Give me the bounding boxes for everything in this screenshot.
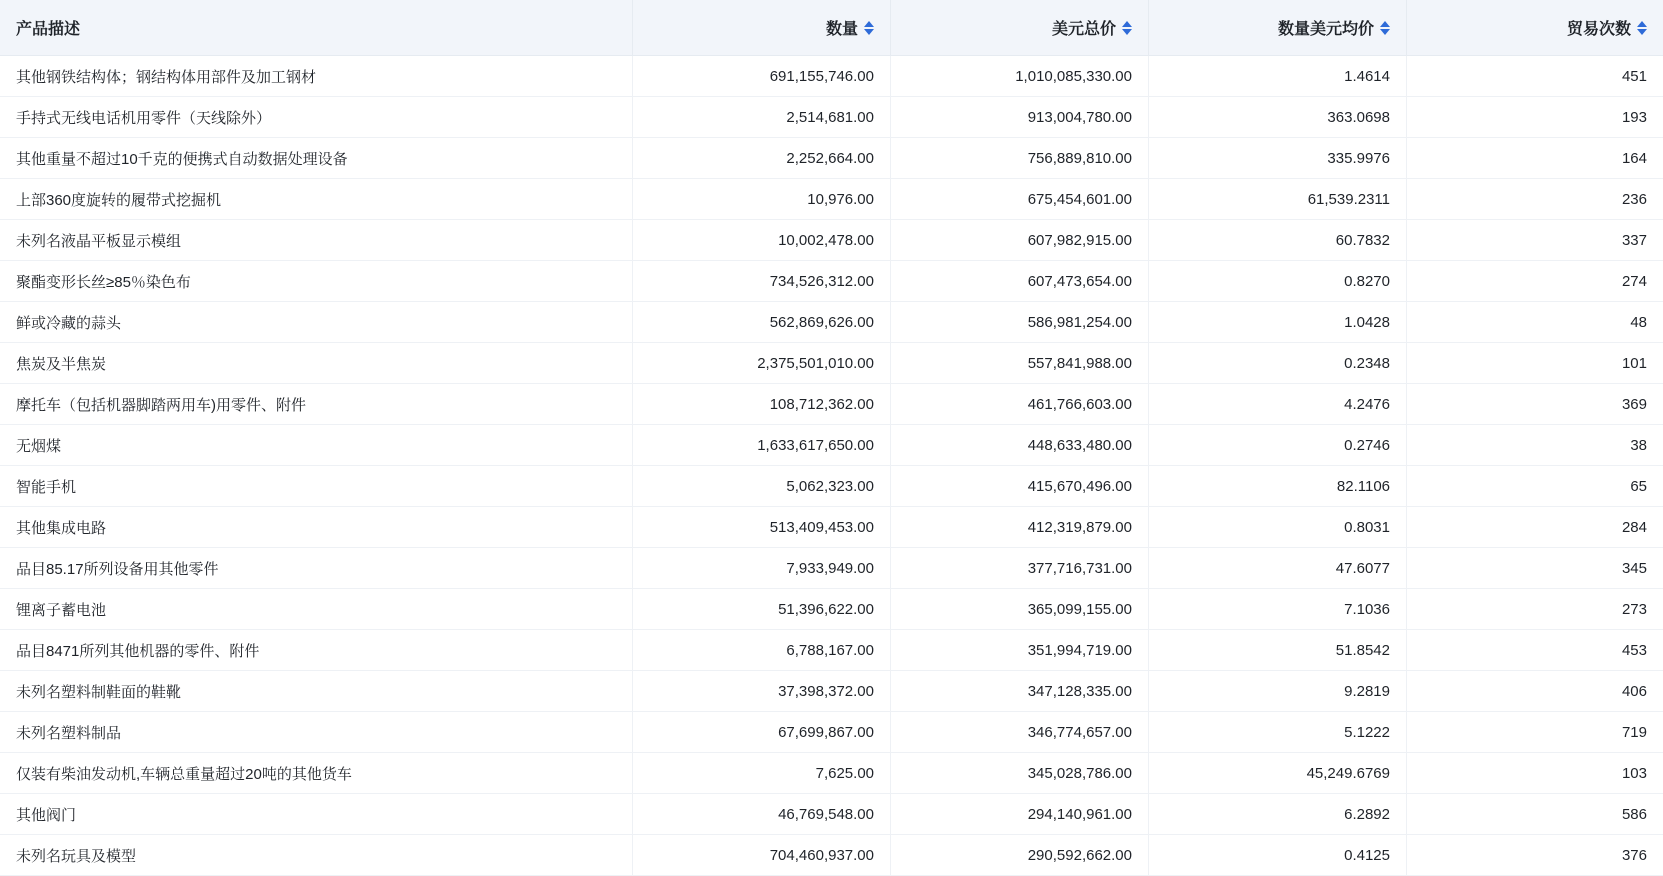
column-header-trade-count-inner	[1423, 16, 1647, 39]
cell-trade-count: 164	[1407, 138, 1663, 179]
column-header-description-inner	[16, 16, 616, 39]
cell-quantity: 10,976.00	[633, 179, 891, 220]
sort-icon[interactable]	[1637, 21, 1647, 35]
cell-description: 焦炭及半焦炭	[0, 343, 633, 384]
cell-quantity: 691,155,746.00	[633, 56, 891, 97]
column-header-quantity-inner	[649, 16, 874, 39]
table-row[interactable]	[0, 548, 1663, 589]
table-row[interactable]	[0, 97, 1663, 138]
sort-descending-arrow-icon	[1637, 29, 1647, 35]
table-row[interactable]	[0, 507, 1663, 548]
cell-usd-average: 60.7832	[1149, 220, 1407, 261]
sort-icon[interactable]	[864, 21, 874, 35]
cell-description: 聚酯变形长丝≥85％染色布	[0, 261, 633, 302]
sort-icon[interactable]	[1380, 21, 1390, 35]
sort-icon[interactable]	[1122, 21, 1132, 35]
cell-quantity: 67,699,867.00	[633, 712, 891, 753]
column-header-usd-total[interactable]	[891, 0, 1149, 56]
column-header-trade-count[interactable]	[1407, 0, 1663, 56]
cell-usd-total: 346,774,657.00	[891, 712, 1149, 753]
cell-usd-average: 45,249.6769	[1149, 753, 1407, 794]
column-header-usd-total-inner	[907, 16, 1132, 39]
sort-ascending-arrow-icon	[1637, 21, 1647, 27]
cell-usd-average: 1.0428	[1149, 302, 1407, 343]
table-header	[0, 0, 1663, 56]
cell-usd-average: 0.2746	[1149, 425, 1407, 466]
cell-quantity: 37,398,372.00	[633, 671, 891, 712]
sort-descending-arrow-icon	[864, 29, 874, 35]
cell-trade-count: 284	[1407, 507, 1663, 548]
cell-quantity: 10,002,478.00	[633, 220, 891, 261]
cell-quantity: 108,712,362.00	[633, 384, 891, 425]
cell-quantity: 2,375,501,010.00	[633, 343, 891, 384]
table-row[interactable]	[0, 425, 1663, 466]
cell-description: 摩托车（包括机器脚踏两用车)用零件、附件	[0, 384, 633, 425]
cell-trade-count: 38	[1407, 425, 1663, 466]
cell-trade-count: 274	[1407, 261, 1663, 302]
table-row[interactable]	[0, 56, 1663, 97]
cell-quantity: 704,460,937.00	[633, 835, 891, 876]
cell-usd-total: 1,010,085,330.00	[891, 56, 1149, 97]
cell-usd-total: 294,140,961.00	[891, 794, 1149, 835]
cell-usd-average: 47.6077	[1149, 548, 1407, 589]
cell-quantity: 513,409,453.00	[633, 507, 891, 548]
cell-usd-average: 0.8031	[1149, 507, 1407, 548]
cell-usd-total: 607,473,654.00	[891, 261, 1149, 302]
cell-usd-average: 82.1106	[1149, 466, 1407, 507]
cell-quantity: 6,788,167.00	[633, 630, 891, 671]
cell-description: 未列名液晶平板显示模组	[0, 220, 633, 261]
cell-description: 品目8471所列其他机器的零件、附件	[0, 630, 633, 671]
column-header-usd-average-label: 数量美元均价	[1278, 16, 1374, 39]
cell-usd-average: 61,539.2311	[1149, 179, 1407, 220]
cell-trade-count: 65	[1407, 466, 1663, 507]
cell-trade-count: 193	[1407, 97, 1663, 138]
table-row[interactable]	[0, 261, 1663, 302]
cell-description: 未列名塑料制鞋面的鞋靴	[0, 671, 633, 712]
column-header-description[interactable]	[0, 0, 633, 56]
cell-trade-count: 451	[1407, 56, 1663, 97]
cell-trade-count: 337	[1407, 220, 1663, 261]
cell-quantity: 7,625.00	[633, 753, 891, 794]
cell-description: 锂离子蓄电池	[0, 589, 633, 630]
cell-trade-count: 376	[1407, 835, 1663, 876]
cell-trade-count: 369	[1407, 384, 1663, 425]
cell-usd-total: 377,716,731.00	[891, 548, 1149, 589]
column-header-trade-count-label: 贸易次数	[1567, 16, 1631, 39]
table-row[interactable]	[0, 466, 1663, 507]
cell-trade-count: 406	[1407, 671, 1663, 712]
table-row[interactable]	[0, 835, 1663, 876]
cell-usd-average: 335.9976	[1149, 138, 1407, 179]
cell-quantity: 562,869,626.00	[633, 302, 891, 343]
cell-description: 其他集成电路	[0, 507, 633, 548]
cell-quantity: 5,062,323.00	[633, 466, 891, 507]
cell-usd-average: 0.4125	[1149, 835, 1407, 876]
cell-quantity: 51,396,622.00	[633, 589, 891, 630]
cell-quantity: 1,633,617,650.00	[633, 425, 891, 466]
cell-usd-average: 363.0698	[1149, 97, 1407, 138]
cell-quantity: 2,252,664.00	[633, 138, 891, 179]
cell-usd-total: 415,670,496.00	[891, 466, 1149, 507]
column-header-usd-average[interactable]	[1149, 0, 1407, 56]
cell-usd-total: 412,319,879.00	[891, 507, 1149, 548]
cell-trade-count: 719	[1407, 712, 1663, 753]
column-header-quantity[interactable]	[633, 0, 891, 56]
table-row[interactable]	[0, 138, 1663, 179]
cell-description: 其他钢铁结构体；钢结构体用部件及加工钢材	[0, 56, 633, 97]
cell-description: 未列名塑料制品	[0, 712, 633, 753]
cell-usd-total: 557,841,988.00	[891, 343, 1149, 384]
cell-usd-average: 0.2348	[1149, 343, 1407, 384]
sort-ascending-arrow-icon	[1122, 21, 1132, 27]
cell-quantity: 7,933,949.00	[633, 548, 891, 589]
cell-usd-total: 351,994,719.00	[891, 630, 1149, 671]
table-row[interactable]	[0, 384, 1663, 425]
cell-description: 其他阀门	[0, 794, 633, 835]
column-header-description-label: 产品描述	[16, 16, 80, 39]
cell-usd-total: 756,889,810.00	[891, 138, 1149, 179]
cell-usd-average: 9.2819	[1149, 671, 1407, 712]
cell-usd-total: 913,004,780.00	[891, 97, 1149, 138]
cell-quantity: 734,526,312.00	[633, 261, 891, 302]
cell-trade-count: 345	[1407, 548, 1663, 589]
column-header-quantity-label: 数量	[826, 16, 858, 39]
cell-description: 其他重量不超过10千克的便携式自动数据处理设备	[0, 138, 633, 179]
table-row[interactable]	[0, 753, 1663, 794]
cell-usd-total: 347,128,335.00	[891, 671, 1149, 712]
table-row[interactable]	[0, 630, 1663, 671]
cell-description: 未列名玩具及模型	[0, 835, 633, 876]
cell-description: 智能手机	[0, 466, 633, 507]
cell-description: 仅装有柴油发动机,车辆总重量超过20吨的其他货车	[0, 753, 633, 794]
cell-usd-total: 607,982,915.00	[891, 220, 1149, 261]
cell-usd-average: 1.4614	[1149, 56, 1407, 97]
column-header-usd-total-label: 美元总价	[1052, 16, 1116, 39]
cell-usd-average: 6.2892	[1149, 794, 1407, 835]
cell-usd-average: 4.2476	[1149, 384, 1407, 425]
table-row[interactable]	[0, 794, 1663, 835]
cell-usd-total: 675,454,601.00	[891, 179, 1149, 220]
table-row[interactable]	[0, 343, 1663, 384]
cell-description: 无烟煤	[0, 425, 633, 466]
cell-trade-count: 586	[1407, 794, 1663, 835]
cell-usd-total: 365,099,155.00	[891, 589, 1149, 630]
cell-usd-average: 7.1036	[1149, 589, 1407, 630]
cell-quantity: 2,514,681.00	[633, 97, 891, 138]
column-header-usd-average-inner	[1165, 16, 1390, 39]
sort-descending-arrow-icon	[1122, 29, 1132, 35]
table-row[interactable]	[0, 712, 1663, 753]
cell-usd-average: 51.8542	[1149, 630, 1407, 671]
cell-description: 品目85.17所列设备用其他零件	[0, 548, 633, 589]
cell-usd-total: 448,633,480.00	[891, 425, 1149, 466]
cell-trade-count: 101	[1407, 343, 1663, 384]
sort-descending-arrow-icon	[1380, 29, 1390, 35]
cell-usd-average: 0.8270	[1149, 261, 1407, 302]
table-row[interactable]	[0, 589, 1663, 630]
table-row[interactable]	[0, 671, 1663, 712]
cell-description: 手持式无线电话机用零件（天线除外）	[0, 97, 633, 138]
cell-description: 鲜或冷藏的蒜头	[0, 302, 633, 343]
cell-trade-count: 453	[1407, 630, 1663, 671]
cell-usd-average: 5.1222	[1149, 712, 1407, 753]
cell-usd-total: 586,981,254.00	[891, 302, 1149, 343]
cell-trade-count: 48	[1407, 302, 1663, 343]
table-row[interactable]	[0, 179, 1663, 220]
table-body	[0, 56, 1663, 876]
cell-trade-count: 273	[1407, 589, 1663, 630]
cell-usd-total: 461,766,603.00	[891, 384, 1149, 425]
sort-ascending-arrow-icon	[864, 21, 874, 27]
cell-trade-count: 103	[1407, 753, 1663, 794]
table-row[interactable]	[0, 220, 1663, 261]
sort-ascending-arrow-icon	[1380, 21, 1390, 27]
table-row[interactable]	[0, 302, 1663, 343]
table-header-row	[0, 0, 1663, 56]
cell-trade-count: 236	[1407, 179, 1663, 220]
cell-quantity: 46,769,548.00	[633, 794, 891, 835]
cell-usd-total: 290,592,662.00	[891, 835, 1149, 876]
cell-usd-total: 345,028,786.00	[891, 753, 1149, 794]
cell-description: 上部360度旋转的履带式挖掘机	[0, 179, 633, 220]
